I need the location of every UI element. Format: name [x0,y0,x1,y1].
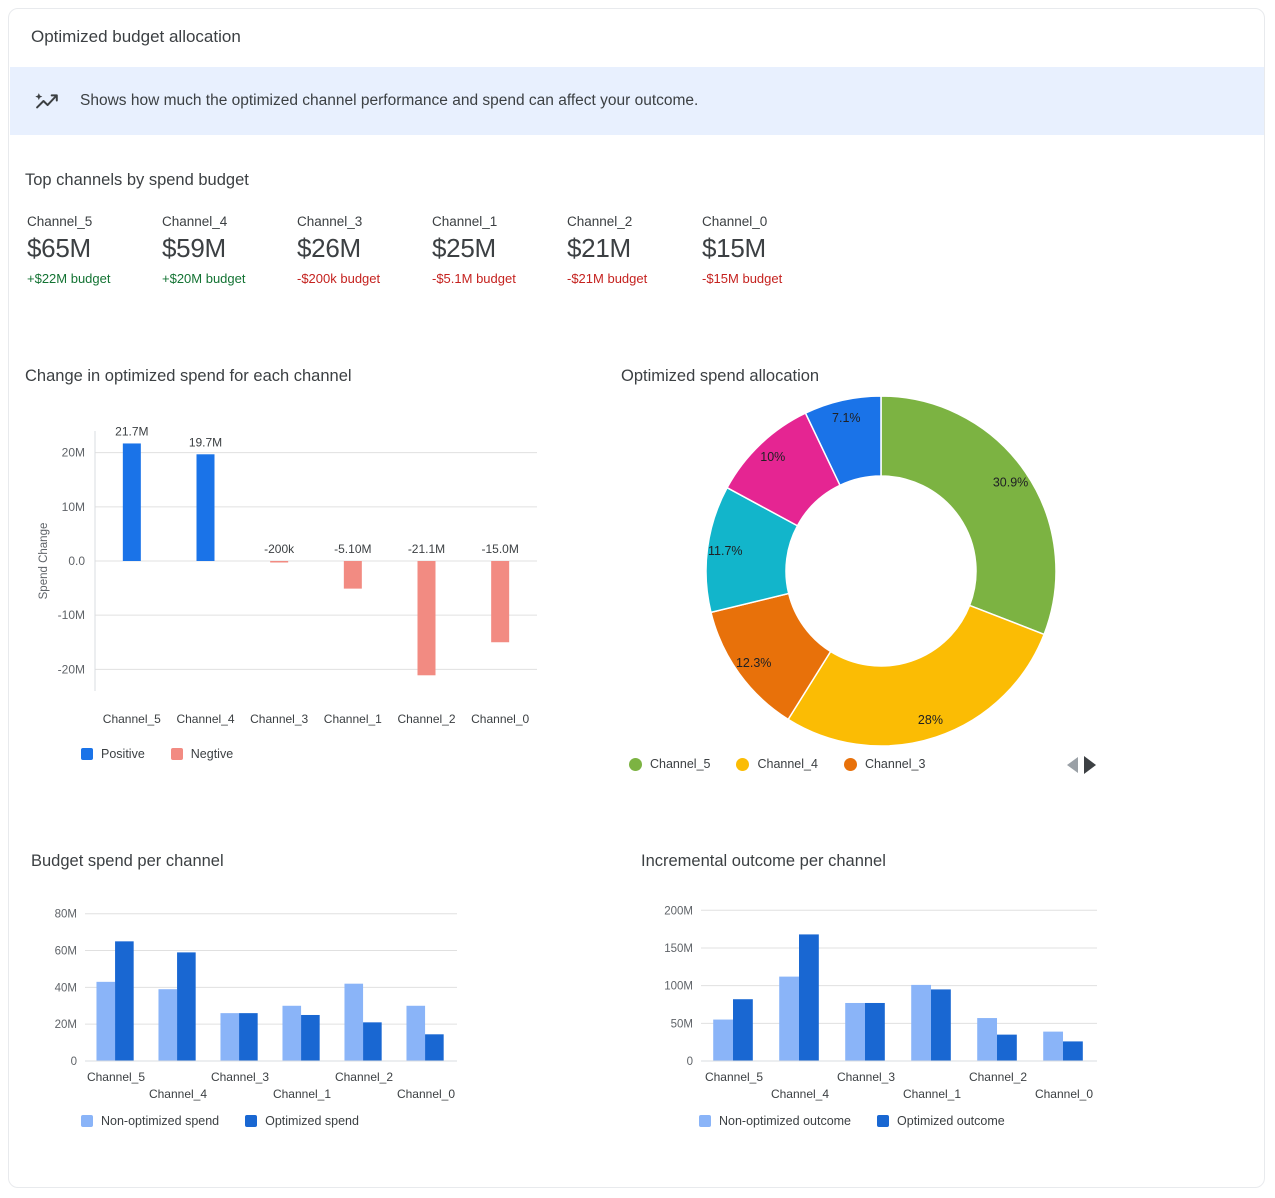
top-channels-kpi-row [27,214,837,286]
svg-text:100M: 100M [664,980,693,993]
svg-text:-15.0M: -15.0M [481,542,519,556]
triangle-right-icon[interactable] [1084,756,1096,774]
spend-change-chart [17,391,577,746]
svg-text:-21.1M: -21.1M [407,542,446,556]
budget-spend-legend [81,1114,385,1128]
legend-swatch [81,748,93,760]
kpi-value: $15M [702,233,766,263]
legend-label: Non-optimized spend [101,1114,220,1128]
legend-swatch [877,1115,889,1127]
svg-text:150M: 150M [664,942,693,955]
legend-item-non-optimized-spend[interactable] [81,1114,219,1128]
spend-allocation-legend [629,757,951,771]
legend-swatch [844,758,857,771]
svg-text:0: 0 [686,1056,693,1068]
svg-text:30.9%: 30.9% [992,475,1029,490]
kpi-delta: -$5.1M budget [432,271,516,286]
info-banner [10,67,1264,135]
legend-label: Channel_5 [650,757,711,771]
legend-item-non-optimized-outcome[interactable] [699,1114,851,1128]
svg-text:-200k: -200k [264,542,295,556]
kpi-channel-name: Channel_3 [297,214,363,229]
svg-text:Channel_1: Channel_1 [323,712,382,726]
triangle-left-icon[interactable] [1067,757,1078,773]
kpi-card [27,214,162,286]
svg-text:Channel_2: Channel_2 [968,1070,1028,1084]
incremental-outcome-title: Incremental outcome per channel [641,852,886,870]
svg-text:28%: 28% [917,713,943,728]
svg-text:21.7M: 21.7M [115,424,149,439]
legend-label: Channel_4 [757,757,818,771]
kpi-delta: -$200k budget [297,271,381,286]
svg-text:-5.10M: -5.10M [334,542,372,556]
legend-item-channel-5[interactable] [629,757,710,771]
legend-swatch [171,748,183,760]
svg-text:Channel_3: Channel_3 [250,712,309,726]
legend-item-optimized-spend[interactable] [245,1114,359,1128]
svg-text:Channel_1: Channel_1 [902,1087,962,1101]
spend-change-title: Change in optimized spend for each channel [25,367,352,385]
svg-text:20M: 20M [54,1019,77,1032]
svg-text:7.1%: 7.1% [832,410,861,425]
kpi-card [297,214,432,286]
svg-text:-10M: -10M [57,608,85,623]
svg-text:Channel_5: Channel_5 [86,1070,146,1084]
svg-text:Channel_1: Channel_1 [272,1087,332,1101]
kpi-channel-name: Channel_5 [27,214,93,229]
svg-text:200M: 200M [664,905,693,918]
page-title: Optimized budget allocation [31,27,241,46]
incremental-outcome-chart [629,881,1109,1116]
legend-pager[interactable] [1067,756,1096,774]
svg-text:Channel_2: Channel_2 [334,1070,394,1084]
svg-text:80M: 80M [54,908,77,921]
top-channels-title: Top channels by spend budget [25,171,249,189]
svg-text:-20M: -20M [57,662,85,677]
kpi-value: $59M [162,233,226,263]
kpi-value: $25M [432,233,496,263]
incremental-outcome-legend [699,1114,1031,1128]
budget-spend-title: Budget spend per channel [31,852,224,870]
kpi-delta: -$15M budget [702,271,783,286]
legend-label: Optimized outcome [897,1114,1005,1128]
svg-text:11.7%: 11.7% [708,543,743,558]
legend-swatch [81,1115,93,1127]
svg-text:Channel_0: Channel_0 [471,712,530,726]
spend-allocation-title: Optimized spend allocation [621,367,820,385]
svg-text:19.7M: 19.7M [188,435,223,450]
svg-text:10M: 10M [61,499,85,514]
kpi-delta: -$21M budget [567,271,648,286]
kpi-card [567,214,702,286]
svg-text:40M: 40M [54,982,77,995]
kpi-value: $26M [297,233,361,263]
legend-label: Channel_3 [864,757,926,771]
legend-item-channel-3[interactable] [844,757,925,771]
svg-text:Channel_4: Channel_4 [770,1087,830,1101]
spend-change-svg [17,391,577,741]
svg-text:0.0: 0.0 [68,554,85,568]
legend-label: Positive [101,747,145,761]
legend-swatch [699,1115,711,1127]
svg-text:0: 0 [70,1056,77,1068]
spend-allocation-svg [621,391,1241,751]
svg-text:Channel_3: Channel_3 [836,1070,896,1084]
svg-text:10%: 10% [760,450,786,465]
trending-up-icon [32,86,62,116]
svg-text:Channel_5: Channel_5 [704,1070,764,1084]
svg-text:20M: 20M [61,445,85,460]
svg-text:Channel_5: Channel_5 [102,712,161,726]
legend-item-positive[interactable] [81,747,145,761]
legend-swatch [245,1115,257,1127]
legend-swatch [629,758,642,771]
kpi-delta: +$22M budget [27,271,111,286]
legend-item-channel-4[interactable] [736,757,817,771]
budget-spend-svg [17,881,487,1111]
legend-item-negative[interactable] [171,747,233,761]
banner-text: Shows how much the optimized channel performance and spend can affect your outcome. [80,92,699,109]
budget-spend-chart [17,881,487,1116]
incremental-outcome-svg [629,881,1109,1111]
legend-label: Non-optimized outcome [719,1114,852,1128]
optimized-budget-card [8,8,1265,1188]
svg-text:Channel_0: Channel_0 [396,1087,456,1101]
kpi-value: $21M [567,233,631,263]
legend-label: Optimized spend [265,1114,359,1128]
svg-text:60M: 60M [54,945,77,958]
kpi-card [702,214,837,286]
svg-text:Channel_4: Channel_4 [176,712,235,726]
svg-text:Spend Change: Spend Change [38,522,50,600]
legend-label: Negtive [190,747,234,761]
legend-item-optimized-outcome[interactable] [877,1114,1005,1128]
spend-allocation-chart [621,391,1241,756]
kpi-delta: +$20M budget [162,271,246,286]
kpi-channel-name: Channel_4 [162,214,228,229]
kpi-card [432,214,567,286]
kpi-card [162,214,297,286]
kpi-channel-name: Channel_1 [432,214,498,229]
svg-text:Channel_0: Channel_0 [1034,1087,1094,1101]
spend-change-legend [81,747,259,761]
svg-text:Channel_4: Channel_4 [148,1087,208,1101]
kpi-channel-name: Channel_0 [702,214,768,229]
svg-text:Channel_2: Channel_2 [397,712,456,726]
kpi-channel-name: Channel_2 [567,214,633,229]
kpi-value: $65M [27,233,91,263]
svg-text:12.3%: 12.3% [735,655,772,670]
svg-text:Channel_3: Channel_3 [210,1070,270,1084]
svg-text:50M: 50M [670,1018,693,1031]
legend-swatch [736,758,749,771]
